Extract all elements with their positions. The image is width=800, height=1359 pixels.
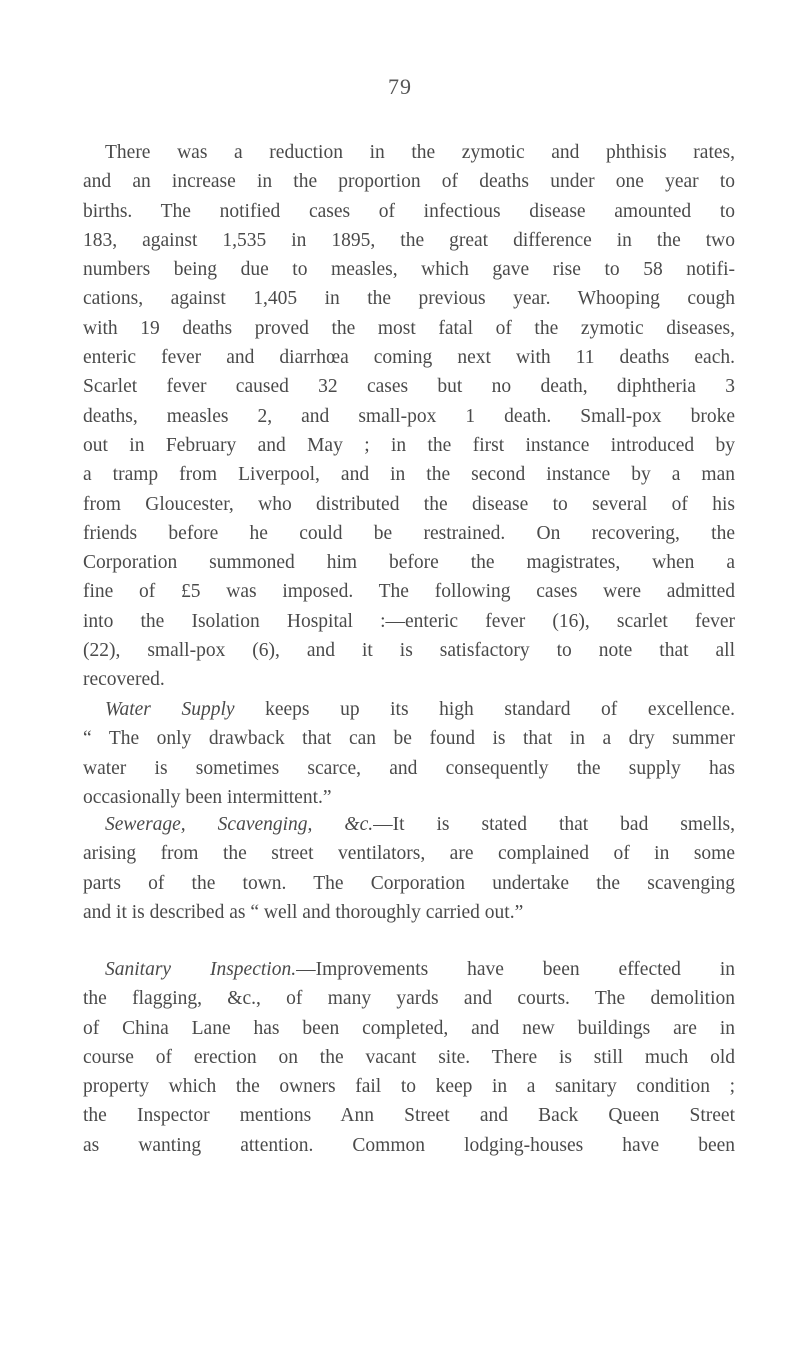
text-line: into the Isolation Hospital :—enteric fever (16), scarlet fever	[83, 610, 735, 632]
text-line: and it is described as “ well and thoroughly carried out.”	[83, 901, 524, 923]
text-line	[83, 955, 735, 984]
text-line: cations, against 1,405 in the previous year. Whooping cough	[83, 288, 735, 310]
text-line: births. The notified cases of infectious disease amounted to	[83, 200, 735, 222]
text-line: Scarlet fever caused 32 cases but no death, diphtheria 3	[83, 376, 735, 398]
text-line: and an increase in the proportion of deaths under one year to	[83, 171, 735, 193]
page-number: 79	[388, 74, 412, 99]
text-line: numbers being due to measles, which gave rise to 58 notifi-	[83, 259, 735, 281]
text-line: the Inspector mentions Ann Street and Back Queen Street	[83, 1105, 735, 1127]
text-line: There was a reduction in the zymotic and phthisis rates,	[105, 142, 735, 163]
text-line: property which the owners fail to keep in a sanitary condition ;	[83, 1076, 735, 1098]
text-line: water is sometimes scarce, and consequently the supply has	[83, 757, 735, 779]
text-fragment: —It is stated that bad smells,	[373, 814, 736, 835]
text-line: (22), small-pox (6), and it is satisfactory to note that all	[83, 640, 735, 662]
text-line: recovered.	[83, 669, 165, 691]
text-line: 183, against 1,535 in 1895, the great difference in the two	[83, 229, 735, 251]
text-line: course of erection on the vacant site. There is still much old	[83, 1046, 735, 1068]
text-line: out in February and May ; in the first instance introduced by	[83, 434, 735, 456]
text-line: friends before he could be restrained. On recovering, the	[83, 522, 735, 544]
text-line: from Gloucester, who distributed the disease to several of his	[83, 493, 735, 515]
text-line: with 19 deaths proved the most fatal of the zymotic diseases,	[83, 317, 735, 339]
text-fragment: —Improvements have been effected in	[296, 959, 735, 980]
section-heading: Sanitary Inspection.	[105, 959, 297, 980]
paragraph-sewerage	[83, 810, 735, 927]
text-line: Corporation summoned him before the magistrates, when a	[83, 552, 735, 574]
text-line: of China Lane has been completed, and new buildings are in	[83, 1017, 735, 1039]
text-line	[83, 695, 735, 724]
text-fragment: keeps up its high standard of excellence.	[234, 699, 735, 720]
text-line	[83, 810, 735, 839]
text-line: arising from the street ventilators, are complained of in some	[83, 843, 735, 865]
text-line: deaths, measles 2, and small-pox 1 death. Small-pox broke	[83, 405, 735, 427]
paragraph-infectious-disease	[83, 138, 735, 695]
section-heading: Sewerage, Scavenging, &c.	[105, 814, 374, 835]
section-heading: Water Supply	[105, 699, 235, 720]
text-line: fine of £5 was imposed. The following cases were admitted	[83, 581, 735, 603]
text-line: a tramp from Liverpool, and in the second instance by a man	[83, 464, 735, 486]
text-line: as wanting attention. Common lodging-houses have been	[83, 1134, 735, 1156]
text-line: occasionally been intermittent.”	[83, 786, 332, 808]
text-line: parts of the town. The Corporation undertake the scavenging	[83, 872, 735, 894]
paragraph-sanitary-inspection	[83, 955, 735, 1160]
text-line: “ The only drawback that can be found is that in a dry summer	[83, 728, 735, 750]
text-line: enteric fever and diarrhœa coming next with 11 deaths each.	[83, 347, 735, 369]
paragraph-water-supply	[83, 695, 735, 812]
text-line: the flagging, &c., of many yards and courts. The demolition	[83, 988, 735, 1010]
